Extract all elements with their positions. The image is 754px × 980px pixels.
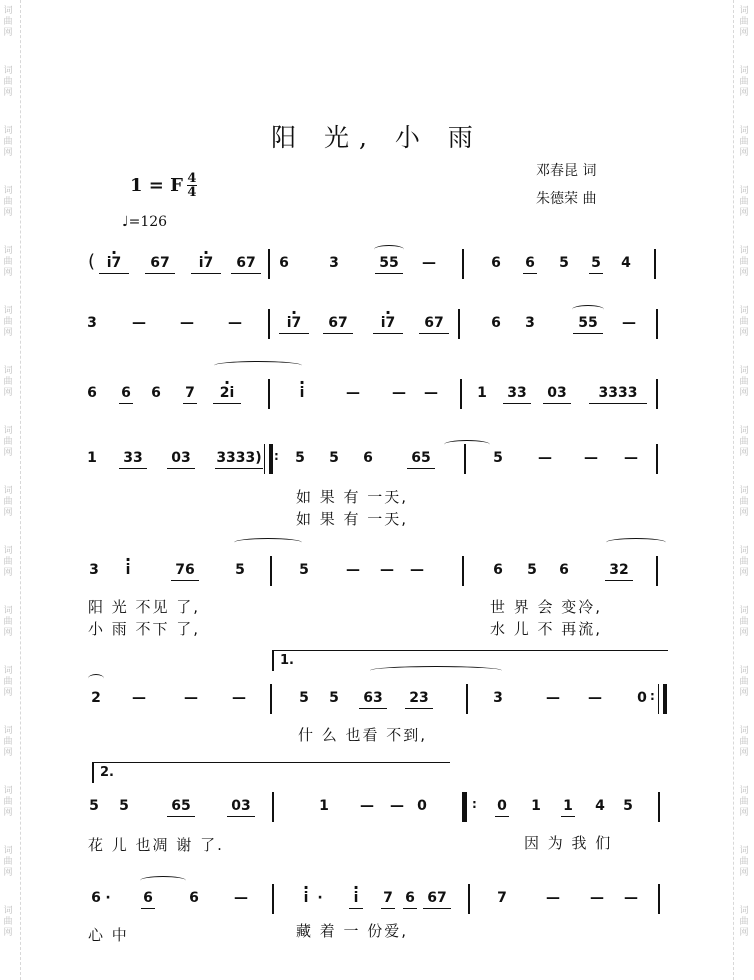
note-group: 33 xyxy=(504,385,530,401)
watermark-text: 词 曲 网 xyxy=(3,246,13,278)
note-group: 67 xyxy=(232,255,260,271)
repeat-dots: : xyxy=(274,449,279,463)
note-group: 32 xyxy=(606,562,632,578)
note: 6 xyxy=(189,890,199,906)
note: 1 xyxy=(87,450,97,466)
staff-row-4 xyxy=(84,440,674,480)
note: 0 xyxy=(417,798,427,814)
note-group: 03 xyxy=(544,385,570,401)
lyric-verse-next: 因 为 我 们 xyxy=(524,834,613,852)
note: · i xyxy=(300,890,312,906)
lyric-line-8-right: 藏 着 一 份爱, xyxy=(296,922,409,940)
watermark-text: 词 曲 网 xyxy=(739,606,749,638)
slur xyxy=(444,440,490,449)
slur xyxy=(606,538,666,547)
barline xyxy=(268,249,270,279)
slur xyxy=(214,361,302,370)
dash: — xyxy=(234,890,248,906)
dash: — xyxy=(624,450,638,466)
note: 7 xyxy=(185,385,195,401)
slur xyxy=(140,876,186,885)
watermark-text: 词 曲 网 xyxy=(3,546,13,578)
dash: — xyxy=(346,562,360,578)
dash: — xyxy=(228,315,242,331)
time-denominator: 4 xyxy=(187,185,197,200)
repeat-open-paren: ( xyxy=(88,251,96,272)
first-ending-label: 1. xyxy=(280,653,294,668)
dash: — xyxy=(360,798,374,814)
key-signature xyxy=(130,173,197,198)
note: 5 xyxy=(591,255,601,271)
watermark-text: 词 曲 网 xyxy=(3,366,13,398)
barline xyxy=(462,249,464,279)
repeat-dots: : xyxy=(650,689,655,703)
note: 6 xyxy=(405,890,415,906)
note-group: 67 xyxy=(424,890,450,906)
note-group: 23 xyxy=(406,690,432,706)
watermark-text: 词 曲 网 xyxy=(739,546,749,578)
note: 5 xyxy=(295,450,305,466)
lyric-line-8-left: 心 中 xyxy=(88,926,129,944)
note-group: 3333 xyxy=(590,385,646,401)
thick-barline xyxy=(462,792,467,822)
watermark-text: 词 曲 网 xyxy=(3,426,13,458)
watermark-text: 词 曲 网 xyxy=(3,126,13,158)
note: 5 xyxy=(527,562,537,578)
watermark-text: 词 曲 网 xyxy=(3,606,13,638)
note: 3 xyxy=(493,690,503,706)
dash: — xyxy=(424,385,438,401)
note: 6 xyxy=(491,315,501,331)
staff-row-6 xyxy=(84,680,674,720)
note-group: 03 xyxy=(228,798,254,814)
slur xyxy=(374,245,404,254)
barline xyxy=(656,444,658,474)
note: 3 xyxy=(329,255,339,271)
note: 0 xyxy=(637,690,647,706)
watermark-text: 词 曲 网 xyxy=(739,66,749,98)
note: 6 xyxy=(493,562,503,578)
note: 6 xyxy=(279,255,289,271)
watermark-text: 词 曲 网 xyxy=(739,366,749,398)
watermark-text: 词 曲 网 xyxy=(3,906,13,938)
repeat-start-barline xyxy=(264,444,273,474)
barline xyxy=(272,884,274,914)
barline xyxy=(462,556,464,586)
dash: — xyxy=(184,690,198,706)
note: 6 xyxy=(143,890,153,906)
note-group: · i7 xyxy=(280,315,308,331)
time-numerator: 4 xyxy=(187,171,197,186)
staff-row-2 xyxy=(84,305,674,345)
key-label: 1 = F xyxy=(130,175,183,196)
note: 1 xyxy=(563,798,573,814)
note-group: 65 xyxy=(168,798,194,814)
dash: — xyxy=(392,385,406,401)
dash: — xyxy=(410,562,424,578)
dash: — xyxy=(624,890,638,906)
lyric-verse-1: 如 果 有 一天, xyxy=(296,488,409,506)
lyricist-credit: 邓春昆 词 xyxy=(536,163,597,179)
barline xyxy=(460,379,462,409)
note-group: 03 xyxy=(168,450,194,466)
watermark-text: 词 曲 网 xyxy=(3,846,13,878)
note: 1 xyxy=(477,385,487,401)
barline xyxy=(656,556,658,586)
staff-row-5 xyxy=(84,552,674,592)
dash: — xyxy=(622,315,636,331)
note: 6 xyxy=(363,450,373,466)
note: 5 xyxy=(329,450,339,466)
watermark-text: 词 曲 网 xyxy=(3,666,13,698)
dot: · xyxy=(317,890,323,906)
note: 5 xyxy=(299,562,309,578)
barline xyxy=(656,309,658,339)
tempo-marking: ♩=126 xyxy=(122,214,168,230)
barline xyxy=(466,684,468,714)
watermark-text: 词 曲 网 xyxy=(3,726,13,758)
note: · i xyxy=(350,890,362,906)
note: 7 xyxy=(497,890,507,906)
note-group: 67 xyxy=(324,315,352,331)
note: 4 xyxy=(595,798,605,814)
note: 5 xyxy=(235,562,245,578)
note: 6 xyxy=(151,385,161,401)
dash: — xyxy=(132,690,146,706)
dash: — xyxy=(546,690,560,706)
watermark-text: 词 曲 网 xyxy=(3,306,13,338)
note: 5 xyxy=(559,255,569,271)
note: 5 xyxy=(89,798,99,814)
note: 5 xyxy=(623,798,633,814)
note-group: 33 xyxy=(120,450,146,466)
note: 3 xyxy=(87,315,97,331)
note-group: 3333) xyxy=(216,450,262,466)
barline xyxy=(658,884,660,914)
note-group: 63 xyxy=(360,690,386,706)
watermark-text: 词 曲 网 xyxy=(739,486,749,518)
note-group: 65 xyxy=(408,450,434,466)
barline xyxy=(658,792,660,822)
note: 6 xyxy=(559,562,569,578)
slur xyxy=(234,538,302,547)
note: 6 xyxy=(525,255,535,271)
note-group: 67 xyxy=(146,255,174,271)
repeat-end-barline xyxy=(658,684,667,714)
lyric-second-ending: 花 儿 也凋 谢 了. xyxy=(88,836,224,854)
watermark-text: 词 曲 网 xyxy=(739,246,749,278)
barline xyxy=(272,792,274,822)
watermark-text: 词 曲 网 xyxy=(3,66,13,98)
dash: — xyxy=(588,690,602,706)
note-group: · i7 xyxy=(100,255,128,271)
barline xyxy=(270,684,272,714)
watermark-text: 词 曲 网 xyxy=(739,186,749,218)
lyric-verse-2: 如 果 有 一天, xyxy=(296,510,409,528)
song-title: 阳 光, 小 雨 xyxy=(271,123,483,152)
lyric-verse-1-left: 阳 光 不见 了, xyxy=(88,598,201,616)
repeat-dots: : xyxy=(472,797,477,811)
note: 6 xyxy=(121,385,131,401)
watermark-text: 词 曲 网 xyxy=(739,426,749,458)
lyric-verse-2-right: 水 儿 不 再流, xyxy=(490,620,603,638)
lyric-verse-2-left: 小 雨 不下 了, xyxy=(88,620,201,638)
barline xyxy=(468,884,470,914)
watermark-text: 词 曲 网 xyxy=(739,126,749,158)
lyric-first-ending: 什 么 也看 不到, xyxy=(298,726,428,744)
note: 5 xyxy=(119,798,129,814)
note-group: 76 xyxy=(172,562,198,578)
dash: — xyxy=(422,255,436,271)
dash: — xyxy=(132,315,146,331)
dash: — xyxy=(546,890,560,906)
watermark-text: 词 曲 网 xyxy=(739,906,749,938)
slur xyxy=(88,674,104,683)
dash: — xyxy=(538,450,552,466)
watermark-text: 词 曲 网 xyxy=(739,786,749,818)
barline xyxy=(464,444,466,474)
watermark-text: 词 曲 网 xyxy=(3,486,13,518)
dash: — xyxy=(346,385,360,401)
barline xyxy=(654,249,656,279)
note: 5 xyxy=(299,690,309,706)
note-group: 55 xyxy=(376,255,402,271)
staff-row-7 xyxy=(84,788,674,828)
note-group: 55 xyxy=(574,315,602,331)
note: · i xyxy=(122,562,134,578)
note: 6 xyxy=(491,255,501,271)
watermark-text: 词 曲 网 xyxy=(3,186,13,218)
dash: — xyxy=(390,798,404,814)
staff-row-1 xyxy=(84,245,674,285)
note: 4 xyxy=(621,255,631,271)
dash: — xyxy=(584,450,598,466)
dash: — xyxy=(180,315,194,331)
watermark-text: 词 曲 网 xyxy=(3,786,13,818)
note: 7 xyxy=(383,890,393,906)
second-ending-label: 2. xyxy=(100,765,114,780)
note-group: 67 xyxy=(420,315,448,331)
staff-row-8 xyxy=(84,880,674,920)
dash: — xyxy=(380,562,394,578)
barline xyxy=(458,309,460,339)
note: 3 xyxy=(89,562,99,578)
barline xyxy=(268,309,270,339)
barline xyxy=(656,379,658,409)
second-ending-bracket xyxy=(92,762,450,783)
slur xyxy=(572,305,604,314)
staff-row-3 xyxy=(84,375,674,415)
dash: — xyxy=(232,690,246,706)
note: 1 xyxy=(531,798,541,814)
note-group: · 2i xyxy=(214,385,240,401)
note: 2 xyxy=(91,690,101,706)
watermark-text: 词 曲 网 xyxy=(3,6,13,38)
note: 5 xyxy=(493,450,503,466)
watermark-text: 词 曲 网 xyxy=(739,666,749,698)
composer-credit: 朱德荣 曲 xyxy=(536,191,597,207)
note: 1 xyxy=(319,798,329,814)
note: 3 xyxy=(525,315,535,331)
note: 5 xyxy=(329,690,339,706)
dot: · xyxy=(105,890,111,906)
note: 0 xyxy=(497,798,507,814)
note: 6 xyxy=(91,890,101,906)
watermark-text: 词 曲 网 xyxy=(739,306,749,338)
note-group: · i7 xyxy=(192,255,220,271)
watermark-text: 词 曲 网 xyxy=(739,726,749,758)
barline xyxy=(268,379,270,409)
dash: — xyxy=(590,890,604,906)
watermark-text: 词 曲 网 xyxy=(739,846,749,878)
lyric-verse-1-right: 世 界 会 变冷, xyxy=(490,598,603,616)
time-signature xyxy=(187,173,197,198)
note: · i xyxy=(296,385,308,401)
watermark-text: 词 曲 网 xyxy=(739,6,749,38)
note: 6 xyxy=(87,385,97,401)
barline xyxy=(270,556,272,586)
note-group: · i7 xyxy=(374,315,402,331)
slur xyxy=(370,666,502,675)
